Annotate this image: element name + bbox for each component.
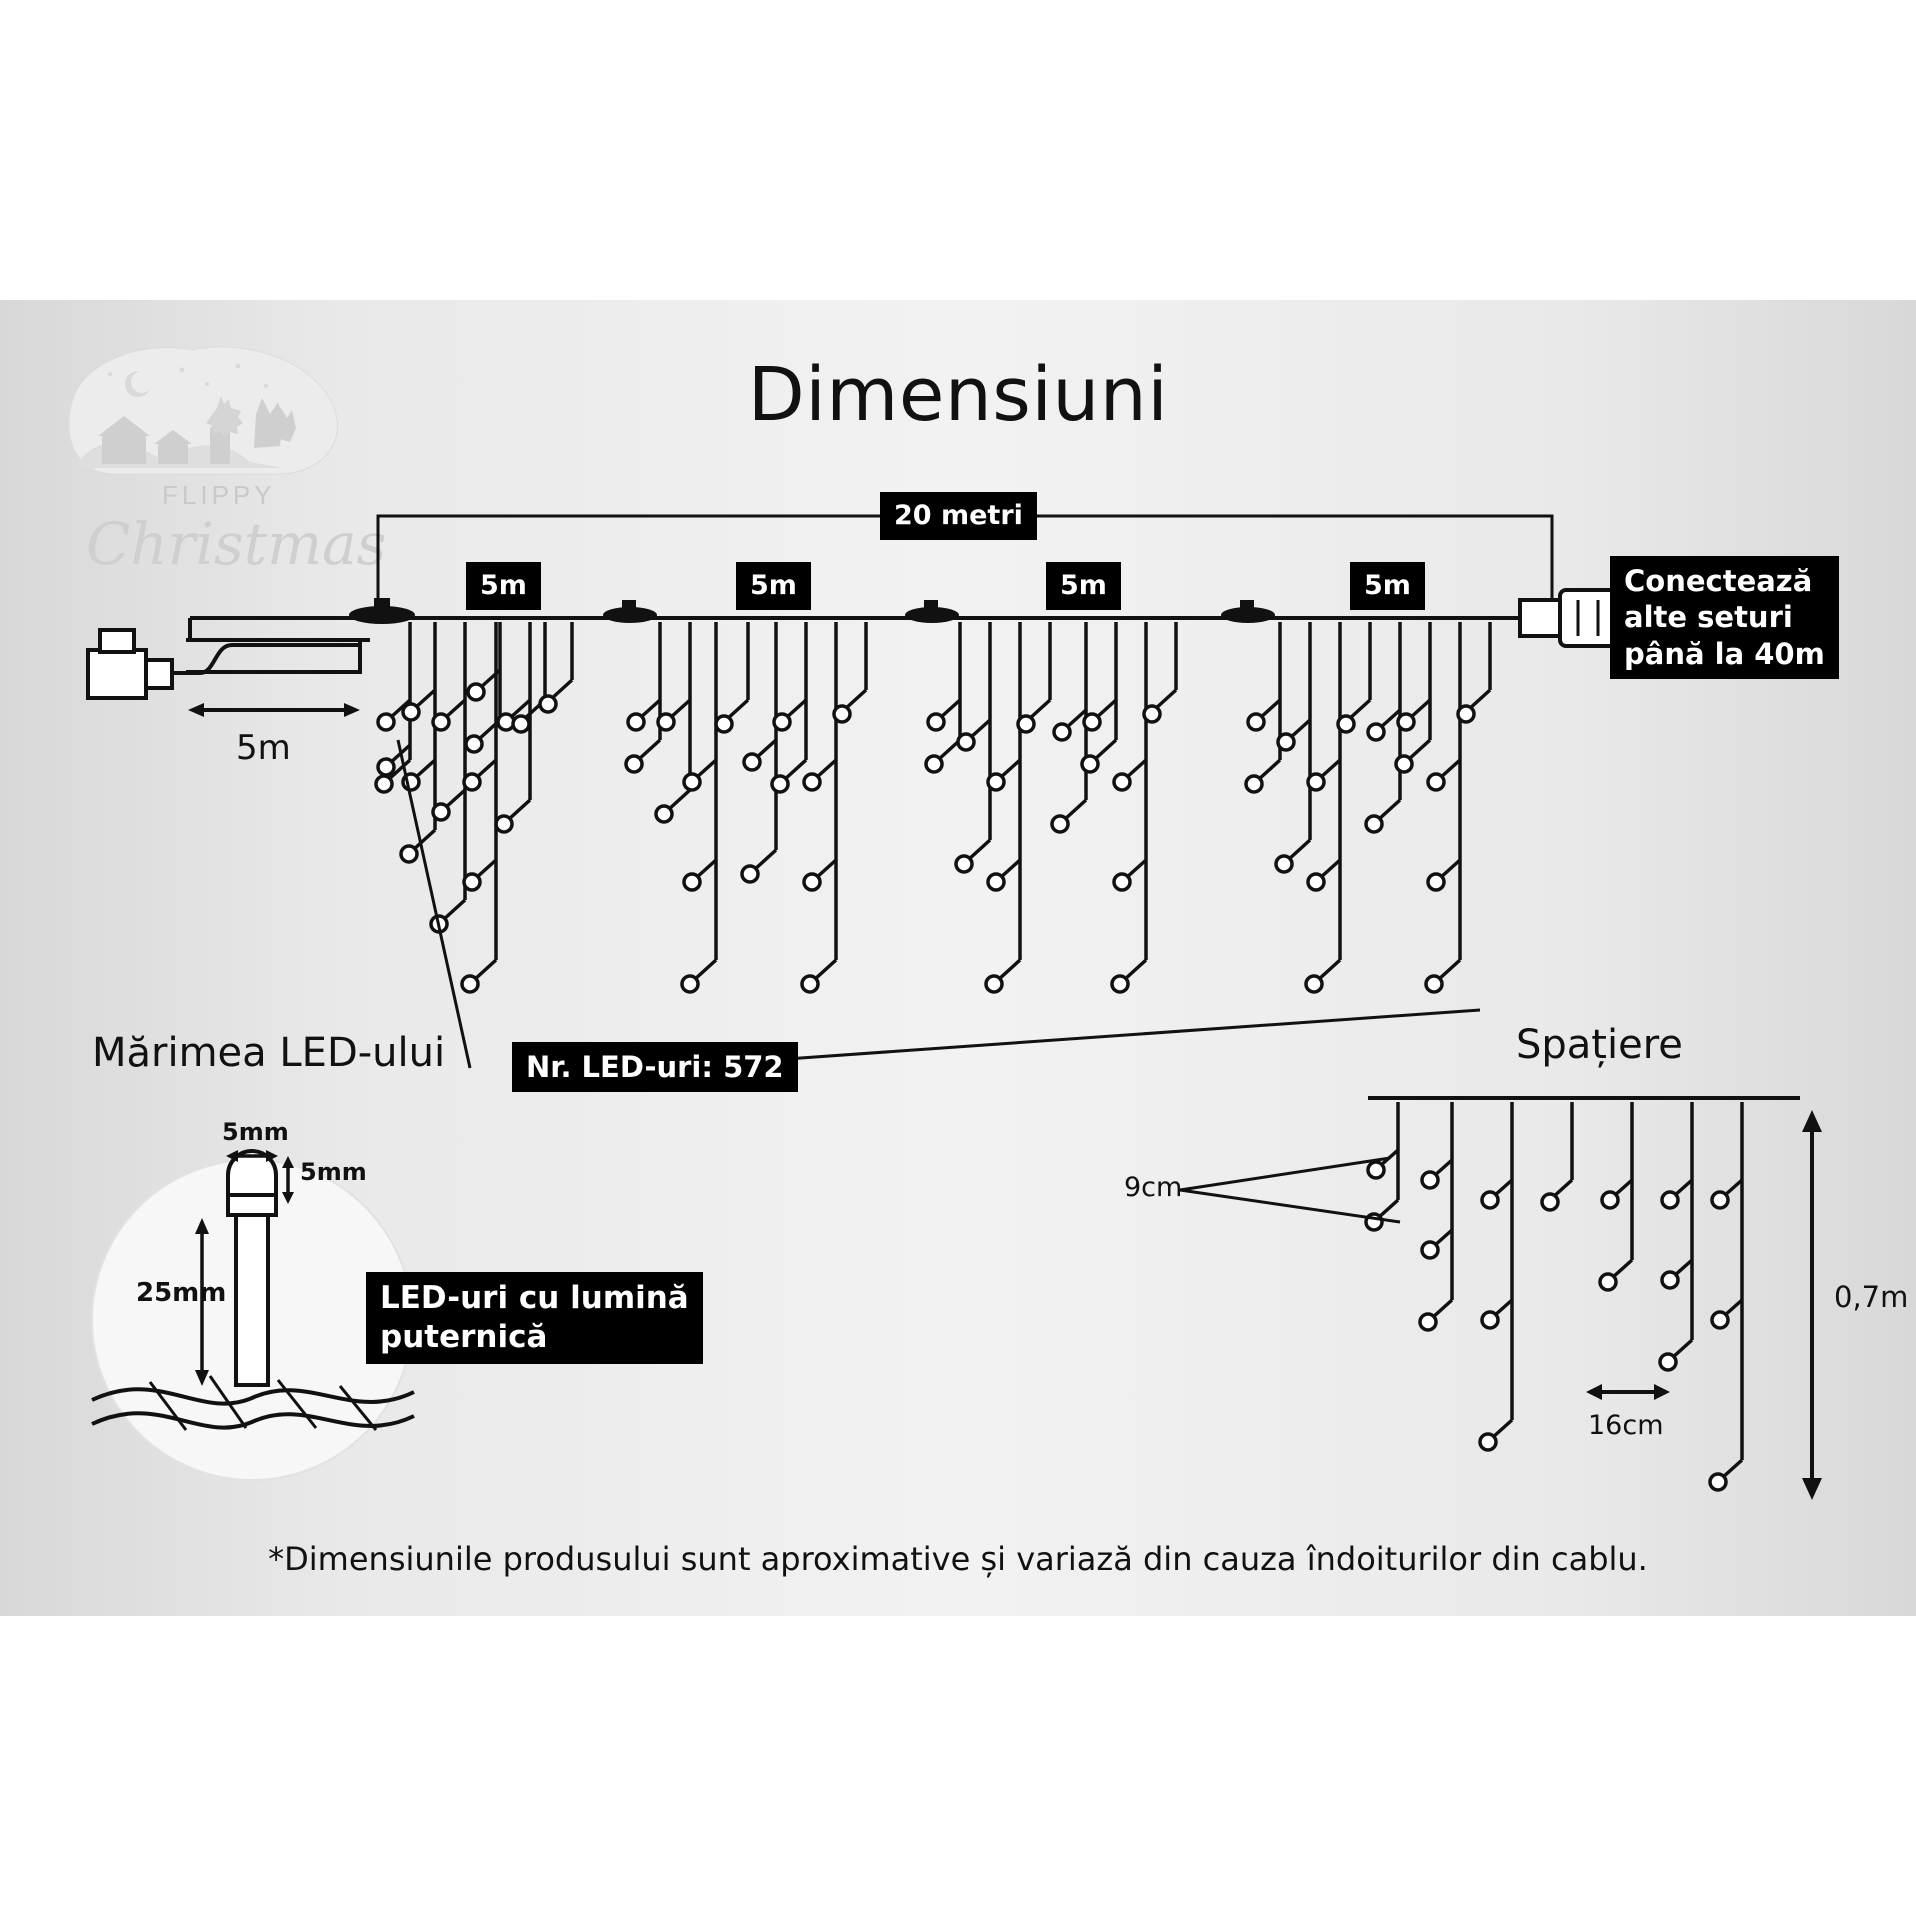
led-size-heading: Mărimea LED-ului <box>92 1030 446 1076</box>
spacing-drawing <box>1180 1098 1822 1500</box>
connector-note-chip <box>1610 556 1839 679</box>
lead-length-label: 5m <box>236 728 291 768</box>
drop-spacing-label: 9cm <box>1124 1172 1183 1203</box>
connector-note-line-2: alte seturi <box>1624 600 1793 635</box>
segment-2-chip: 5m <box>736 562 811 610</box>
spacing-heading: Spațiere <box>1516 1022 1683 1068</box>
extension-connector-icon <box>1520 590 1618 646</box>
drop-height-label: 0,7m <box>1834 1280 1909 1314</box>
page-title: Dimensiuni <box>747 352 1169 438</box>
segment-4-chip: 5m <box>1350 562 1425 610</box>
logo-brand-top: FLIPPY <box>162 480 276 510</box>
power-adapter-icon <box>88 630 360 698</box>
led-length-label: 25mm <box>136 1278 227 1308</box>
led-count-chip: Nr. LED-uri: 572 <box>512 1042 798 1092</box>
led-note-line-2: puternică <box>380 1318 548 1355</box>
connector-note-line-3: până la 40m <box>1624 636 1825 671</box>
connector-note-line-1: Conectează <box>1624 564 1813 598</box>
led-brightness-note-chip <box>366 1272 703 1364</box>
segment-1-chip: 5m <box>466 562 541 610</box>
led-width-label: 5mm <box>222 1118 289 1146</box>
horizontal-spacing-label: 16cm <box>1588 1410 1664 1441</box>
total-length-chip: 20 metri <box>880 492 1037 540</box>
footnote-text: *Dimensiunile produsului sunt aproximative și variază din cauza îndoiturilor din cablu. <box>268 1540 1648 1578</box>
led-height-label: 5mm <box>300 1158 367 1186</box>
icicle-strands <box>376 622 1490 992</box>
logo-brand-bottom: Christmas <box>86 510 387 578</box>
led-note-line-1: LED-uri cu lumină <box>380 1280 689 1316</box>
segment-3-chip: 5m <box>1046 562 1121 610</box>
lead-length-arrow <box>188 703 360 717</box>
